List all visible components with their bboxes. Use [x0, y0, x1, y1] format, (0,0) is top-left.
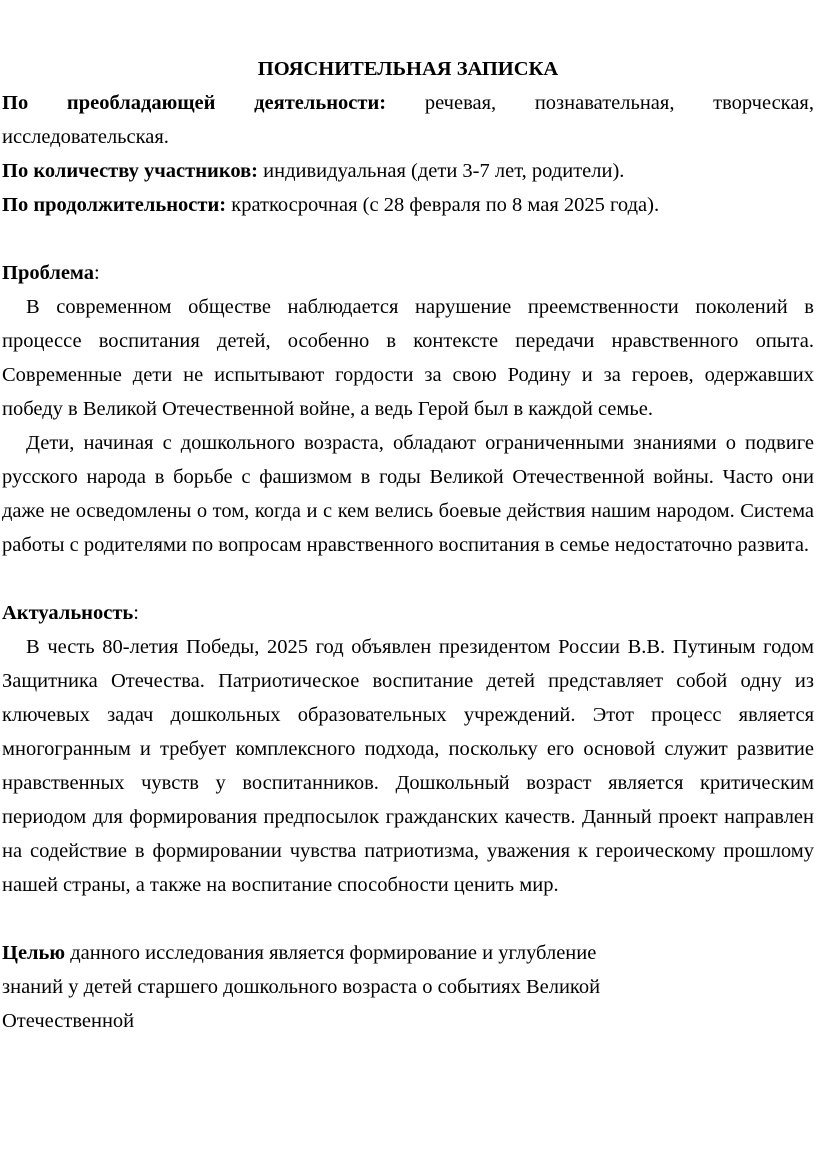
participants-line — [2, 154, 814, 188]
problem-paragraph-1: В современном обществе наблюдается нарушение преемственности поколений в процессе воспитания детей, особенно в контексте передачи нравственного опыта. Современные дети не испытывают гордости за свою Родину и за героев, одержавших победу в Великой Отечественной войне, а ведь Герой был в каждой семье. — [2, 296, 814, 420]
goal-line-2: знаний у детей старшего дошкольного возраста о событиях Великой — [2, 976, 601, 998]
goal-text-1: данного исследования является формирование и углубление — [65, 942, 597, 964]
spacer — [2, 902, 814, 936]
participants-value: индивидуальная (дети 3-7 лет, родители). — [258, 160, 625, 182]
activity-value: речевая, познавательная, творческая, исследовательская. — [2, 92, 814, 148]
relevance-heading-line — [2, 596, 814, 630]
duration-line — [2, 188, 814, 222]
problem-heading-line — [2, 256, 814, 290]
spacer — [2, 222, 814, 256]
duration-value: краткосрочная (с 28 февраля по 8 мая 2025 года). — [226, 194, 660, 216]
goal-line-1 — [2, 936, 814, 970]
goal-line-3: Отечественной — [2, 1010, 135, 1032]
relevance-paragraph: В честь 80-летия Победы, 2025 год объявлен президентом России В.В. Путиным годом Защитника Отечества. Патриотическое воспитание детей представляет собой одну из ключевых задач дошкольных образовательных учреждений. Этот процесс является многогранным и требует комплексного подхода, поскольку его основой служит развитие нравственных чувств у воспитанников. Дошкольный возраст является критическим периодом для формирования предпосылок гражданских качеств. Данный проект направлен на содействие в формировании чувства патриотизма, уважения к героическому прошлому нашей страны, а также на воспитание способности ценить мир. — [2, 636, 814, 896]
relevance-heading: Актуальность — [2, 602, 134, 624]
goal-heading: Целью — [2, 942, 66, 964]
spacer — [2, 562, 814, 596]
activity-label: По преобладающей деятельности: — [2, 92, 387, 114]
problem-paragraph-2: Дети, начиная с дошкольного возраста, обладают ограниченными знаниями о подвиге русского народа в борьбе с фашизмом в годы Великой Отечественной войны. Часто они даже не осведомлены о том, когда и с кем велись боевые действия нашим народом. Система работы с родителями по вопросам нравственного воспитания в семье недостаточно развита. — [2, 432, 814, 556]
participants-label: По количеству участников: — [2, 160, 259, 182]
relevance-heading-colon: : — [133, 602, 139, 624]
document-page — [2, 52, 814, 1038]
document-title: ПОЯСНИТЕЛЬНАЯ ЗАПИСКА — [257, 58, 559, 80]
problem-heading: Проблема — [2, 262, 95, 284]
problem-heading-colon: : — [94, 262, 100, 284]
activity-line — [2, 86, 814, 154]
duration-label: По продолжительности: — [2, 194, 227, 216]
